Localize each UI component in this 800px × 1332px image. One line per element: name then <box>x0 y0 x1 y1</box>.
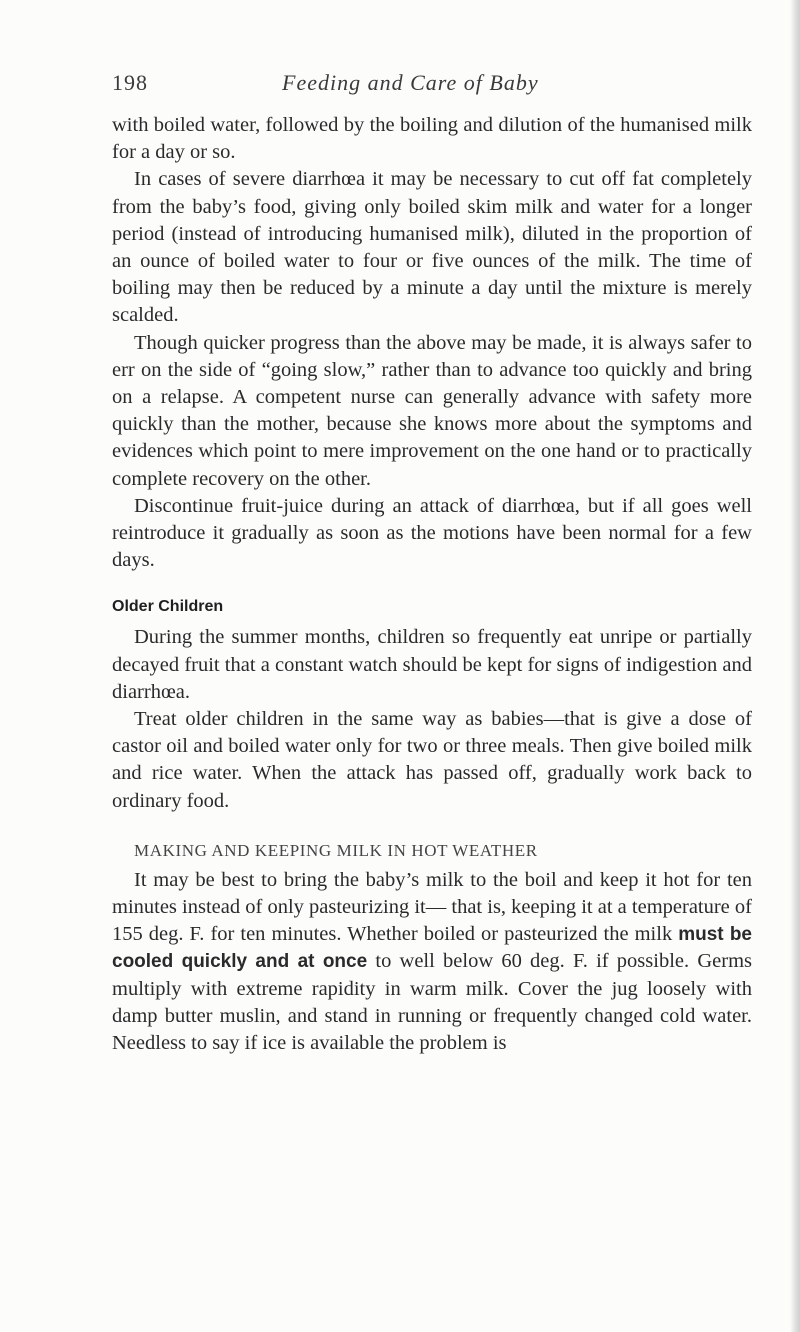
emphasis-cooled-quickly: must be cooled quickly and at once <box>112 924 752 973</box>
paragraph-text-before-bold: It may be best to bring the baby’s milk to the boil and keep it hot for ten minutes instead of only pasteurizing it— that is, keeping it at a temperature of 155 deg. F. for ten minutes. Whether boiled or pasteurized the milk <box>112 868 752 946</box>
paragraph-cooling-milk <box>112 867 752 1057</box>
paragraph-treat-older-children: Treat older children in the same way as babies—that is give a dose of castor oil and boiled water only for two or three meals. Then give boiled milk and rice water. When the attack has passed off, gradually work back to ordinary food. <box>112 708 752 812</box>
paragraph-going-slow: Though quicker progress than the above may be made, it is always safer to err on the side of “going slow,” rather than to advance too quickly and bring on a relapse. A competent nurse can generally advance with safety more quickly than the mother, because she knows more about the symptoms and evidences which point to mere improvement on the one hand or to practically complete recovery on the other. <box>112 331 752 490</box>
running-title: Feeding and Care of Baby <box>282 70 539 95</box>
page-edge-shadow <box>790 0 800 1332</box>
paragraph-summer-months: During the summer months, children so frequently eat unripe or partially decayed fruit that a constant watch should be kept for signs of indigestion and diarrhœa. <box>112 626 752 703</box>
page-body <box>112 112 752 1057</box>
paragraph-severe-diarrhoea: In cases of severe diarrhœa it may be necessary to cut off fat completely from the baby’s food, giving only boiled skim milk and water for a longer period (instead of introducing humanised milk), diluted in the proportion of an ounce of boiled water to four or five ounces of the milk. The time of boiling may then be reduced by a minute a day until the mixture is merely scalded. <box>112 168 752 327</box>
page-number: 198 <box>112 70 148 95</box>
section-heading-older-children: Older Children <box>112 598 224 616</box>
running-header <box>112 70 752 100</box>
paragraph-continuation: with boiled water, followed by the boiling and dilution of the humanised milk for a day or so. <box>112 114 752 164</box>
section-heading-milk-hot-weather: MAKING AND KEEPING MILK IN HOT WEATHER <box>134 840 538 860</box>
paragraph-text-after-bold: to well below 60 deg. F. if possible. Germs multiply with extreme rapidity in warm milk. Cover the jug loosely with damp butter muslin, and stand in running or frequently changed cold water. Needless to say if ice is available the problem is <box>112 950 752 1055</box>
paragraph-fruit-juice: Discontinue fruit-juice during an attack of diarrhœa, but if all goes well reintroduce it gradually as soon as the motions have been normal for a few days. <box>112 494 752 572</box>
